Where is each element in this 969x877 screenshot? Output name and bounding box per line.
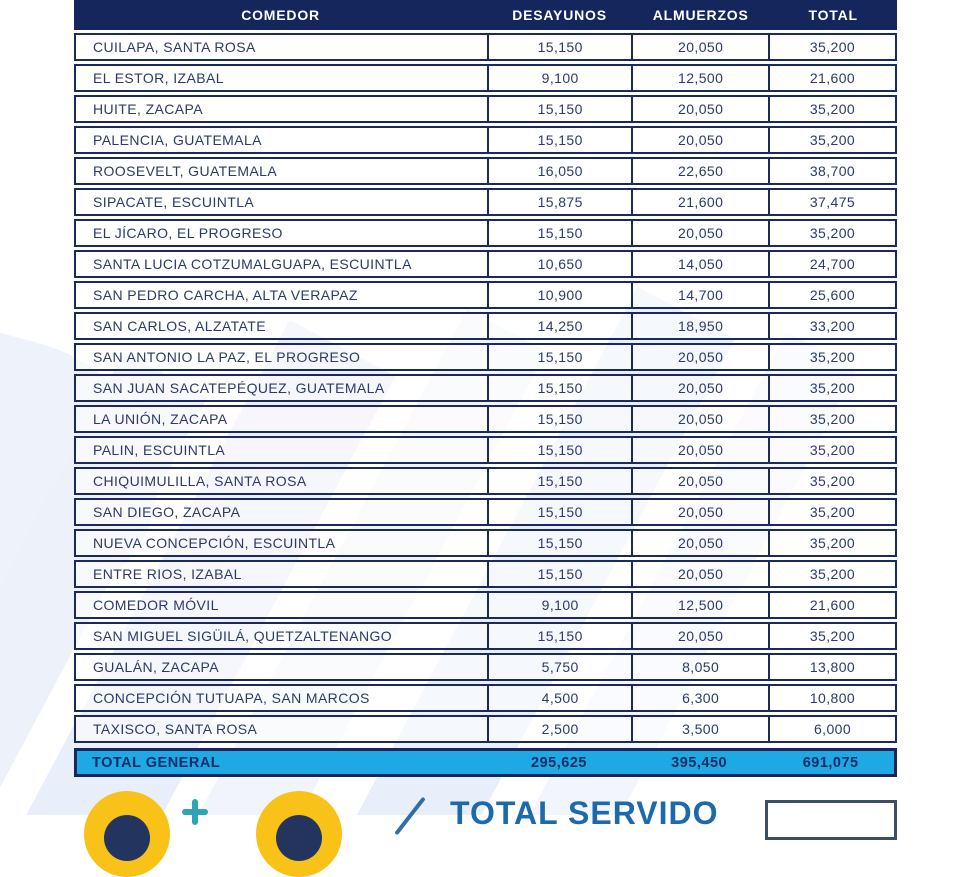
desayunos-cell: 16,050 (487, 159, 631, 183)
comedor-cell: EL JÍCARO, EL PROGRESO (93, 225, 283, 241)
comedor-cell: SAN JUAN SACATEPÉQUEZ, GUATEMALA (93, 380, 385, 396)
almuerzos-cell: 20,050 (631, 345, 768, 369)
comedor-cell: SANTA LUCIA COTZUMALGUAPA, ESCUINTLA (93, 256, 412, 272)
total-general-total: 691,075 (802, 754, 859, 771)
comedor-cell: SAN CARLOS, ALZATATE (93, 318, 266, 334)
desayunos-cell: 5,750 (487, 655, 631, 679)
total-cell: 21,600 (768, 66, 895, 90)
total-cell: 35,200 (768, 531, 895, 555)
header-desayunos: DESAYUNOS (512, 7, 607, 23)
comedor-cell: SAN ANTONIO LA PAZ, EL PROGRESO (93, 349, 361, 365)
table-row (74, 622, 897, 650)
table-header-row (74, 0, 897, 30)
total-cell: 35,200 (768, 500, 895, 524)
desayunos-cell: 15,150 (487, 469, 631, 493)
table-row (74, 64, 897, 92)
desayunos-cell: 15,150 (487, 531, 631, 555)
desayunos-cell: 15,150 (487, 35, 631, 59)
table-row (74, 684, 897, 712)
plate-icon (276, 815, 322, 861)
almuerzos-cell: 20,050 (631, 35, 768, 59)
table-row (74, 95, 897, 123)
table-row (74, 715, 897, 743)
header-comedor: COMEDOR (241, 7, 320, 23)
table-row (74, 126, 897, 154)
total-cell: 24,700 (768, 252, 895, 276)
desayunos-cell: 15,150 (487, 624, 631, 648)
total-cell: 35,200 (768, 407, 895, 431)
total-cell: 33,200 (768, 314, 895, 338)
table-row (74, 653, 897, 681)
plate-icon (104, 815, 150, 861)
total-general-row (74, 748, 897, 777)
total-cell: 35,200 (768, 562, 895, 586)
table-row (74, 405, 897, 433)
header-total: TOTAL (808, 7, 858, 23)
total-cell: 10,800 (768, 686, 895, 710)
comedor-cell: NUEVA CONCEPCIÓN, ESCUINTLA (93, 535, 336, 551)
comedor-cell: CHIQUIMULILLA, SANTA ROSA (93, 473, 307, 489)
total-general-desayunos: 295,625 (531, 754, 587, 771)
desayunos-cell: 15,150 (487, 97, 631, 121)
desayunos-cell: 9,100 (487, 593, 631, 617)
total-cell: 6,000 (768, 717, 895, 741)
table-row (74, 374, 897, 402)
comedor-cell: SAN DIEGO, ZACAPA (93, 504, 241, 520)
table-row (74, 250, 897, 278)
table-row (74, 188, 897, 216)
total-cell: 25,600 (768, 283, 895, 307)
almuerzos-cell: 20,050 (631, 221, 768, 245)
desayunos-cell: 14,250 (487, 314, 631, 338)
comedor-cell: TAXISCO, SANTA ROSA (93, 721, 258, 737)
comedor-cell: GUALÁN, ZACAPA (93, 659, 219, 675)
comedor-cell: PALENCIA, GUATEMALA (93, 132, 262, 148)
desayunos-cell: 15,150 (487, 500, 631, 524)
total-general-label: TOTAL GENERAL (92, 754, 221, 771)
table-row (74, 560, 897, 588)
comedor-cell: SAN PEDRO CARCHA, ALTA VERAPAZ (93, 287, 358, 303)
total-general-almuerzos: 395,450 (671, 754, 728, 771)
table-row (74, 281, 897, 309)
almuerzos-cell: 20,050 (631, 624, 768, 648)
almuerzos-cell: 20,050 (631, 438, 768, 462)
comedor-cell: PALIN, ESCUINTLA (93, 442, 226, 458)
desayunos-cell: 15,875 (487, 190, 631, 214)
almuerzos-cell: 14,050 (631, 252, 768, 276)
almuerzos-cell: 20,050 (631, 97, 768, 121)
almuerzos-cell: 3,500 (631, 717, 768, 741)
desayunos-cell: 4,500 (487, 686, 631, 710)
desayunos-cell: 15,150 (487, 407, 631, 431)
comedor-cell: ROOSEVELT, GUATEMALA (93, 163, 278, 179)
comedor-cell: CUILAPA, SANTA ROSA (93, 39, 256, 55)
total-cell: 35,200 (768, 438, 895, 462)
almuerzos-cell: 12,500 (631, 593, 768, 617)
total-cell: 13,800 (768, 655, 895, 679)
desayunos-cell: 15,150 (487, 128, 631, 152)
comedor-cell: SAN MIGUEL SIGÜILÁ, QUETZALTENANGO (93, 628, 393, 644)
table-row (74, 498, 897, 526)
table-row (74, 436, 897, 464)
desayunos-cell: 9,100 (487, 66, 631, 90)
almuerzos-cell: 18,950 (631, 314, 768, 338)
table-row (74, 467, 897, 495)
desayunos-cell: 10,900 (487, 283, 631, 307)
total-cell: 35,200 (768, 35, 895, 59)
comedor-cell: ENTRE RIOS, IZABAL (93, 566, 242, 582)
almuerzos-cell: 22,650 (631, 159, 768, 183)
total-cell: 35,200 (768, 221, 895, 245)
table-row (74, 219, 897, 247)
almuerzos-cell: 20,050 (631, 531, 768, 555)
total-cell: 35,200 (768, 469, 895, 493)
table-row (74, 591, 897, 619)
desayunos-cell: 15,150 (487, 376, 631, 400)
table-row (74, 157, 897, 185)
table-row (74, 312, 897, 340)
almuerzos-cell: 20,050 (631, 469, 768, 493)
comedores-table (74, 0, 897, 777)
desayunos-cell: 15,150 (487, 438, 631, 462)
almuerzos-cell: 14,700 (631, 283, 768, 307)
total-cell: 37,475 (768, 190, 895, 214)
table-row (74, 33, 897, 61)
table-row (74, 529, 897, 557)
table-row (74, 343, 897, 371)
total-cell: 35,200 (768, 128, 895, 152)
desayunos-cell: 15,150 (487, 221, 631, 245)
almuerzos-cell: 21,600 (631, 190, 768, 214)
total-cell: 35,200 (768, 624, 895, 648)
comedor-cell: COMEDOR MÓVIL (93, 597, 219, 613)
almuerzos-cell: 8,050 (631, 655, 768, 679)
comedor-cell: SIPACATE, ESCUINTLA (93, 194, 255, 210)
comedor-cell: HUITE, ZACAPA (93, 101, 203, 117)
almuerzos-cell: 20,050 (631, 562, 768, 586)
desayunos-cell: 2,500 (487, 717, 631, 741)
desayunos-cell: 15,150 (487, 562, 631, 586)
total-cell: 35,200 (768, 345, 895, 369)
total-cell: 38,700 (768, 159, 895, 183)
almuerzos-cell: 12,500 (631, 66, 768, 90)
total-cell: 21,600 (768, 593, 895, 617)
total-cell: 35,200 (768, 376, 895, 400)
almuerzos-cell: 20,050 (631, 376, 768, 400)
almuerzos-cell: 20,050 (631, 128, 768, 152)
comedor-cell: CONCEPCIÓN TUTUAPA, SAN MARCOS (93, 690, 370, 706)
almuerzos-cell: 20,050 (631, 407, 768, 431)
desayunos-cell: 15,150 (487, 345, 631, 369)
header-almuerzos: ALMUERZOS (652, 7, 749, 23)
comedor-cell: LA UNIÓN, ZACAPA (93, 411, 228, 427)
desayunos-cell: 10,650 (487, 252, 631, 276)
table-body (74, 33, 897, 743)
almuerzos-cell: 6,300 (631, 686, 768, 710)
total-cell: 35,200 (768, 97, 895, 121)
comedor-cell: EL ESTOR, IZABAL (93, 70, 224, 86)
total-servido-caption: TOTAL SERVIDO (450, 795, 719, 831)
almuerzos-cell: 20,050 (631, 500, 768, 524)
